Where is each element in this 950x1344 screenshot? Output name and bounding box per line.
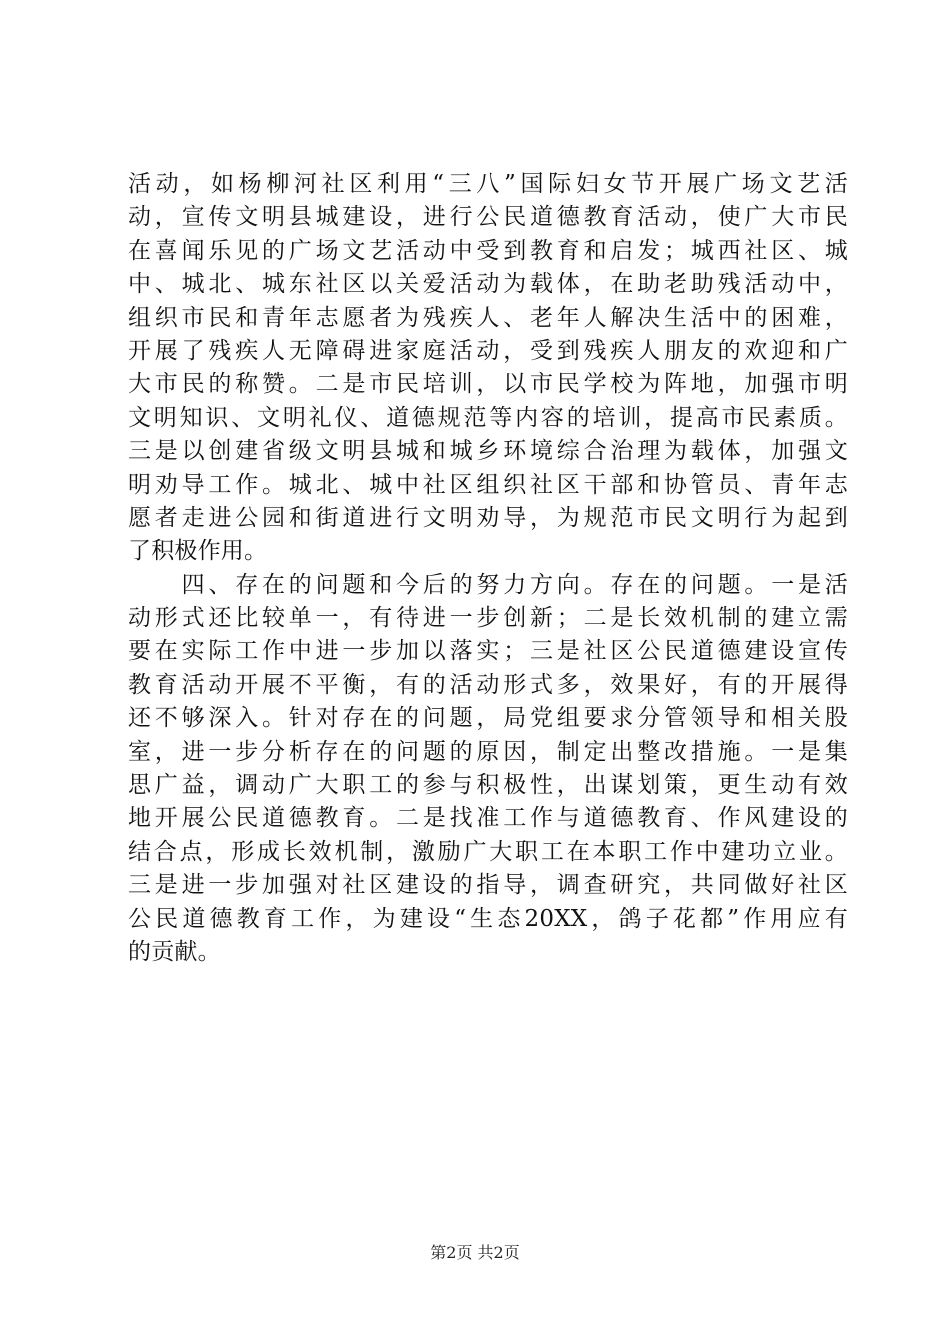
text-line: 大市民的称赞。二是市民培训，以市民学校为阵地，加强市明: [128, 371, 848, 398]
text-line: 思广益，调动广大职工的参与积极性，出谋划策，更生动有效: [128, 772, 848, 799]
text-line: 教育活动开展不平衡，有的活动形式多，效果好，有的开展得: [128, 671, 848, 698]
text-line: 要在实际工作中进一步加以落实；三是社区公民道德建设宣传: [128, 638, 848, 665]
text-line: 结合点，形成长效机制，激励广大职工在本职工作中建功立业。: [128, 838, 848, 865]
text-line: 动形式还比较单一，有待进一步创新；二是长效机制的建立需: [128, 605, 848, 632]
text-line: 地开展公民道德教育。二是找准工作与道德教育、作风建设的: [128, 805, 848, 832]
page-number-label: 第2页 共2页: [430, 1243, 520, 1262]
body-text: [128, 168, 848, 969]
text-line: 活动，如杨柳河社区利用“三八”国际妇女节开展广场文艺活: [128, 171, 848, 197]
text-line: 室，进一步分析存在的问题的原因，制定出整改措施。一是集: [128, 738, 848, 765]
paragraph-end-line: 的贡献。: [128, 938, 221, 965]
text-line: 明劝导工作。城北、城中社区组织社区干部和协管员、青年志: [128, 471, 848, 498]
text-line: 愿者走进公园和街道进行文明劝导，为规范市民文明行为起到: [128, 504, 848, 531]
text-line: 三是进一步加强对社区建设的指导，调查研究，共同做好社区: [128, 872, 848, 899]
paragraph-end-line: 了积极作用。: [128, 538, 268, 565]
text-line: 公民道德教育工作，为建设“生态20XX，鸽子花都”作用应有: [128, 905, 848, 932]
text-line: 中、城北、城东社区以关爱活动为载体，在助老助残活动中，: [128, 271, 848, 298]
text-line: 在喜闻乐见的广场文艺活动中受到教育和启发；城西社区、城: [128, 237, 848, 264]
text-line: 开展了残疾人无障碍进家庭活动，受到残疾人朋友的欢迎和广: [128, 337, 848, 364]
text-line: 组织市民和青年志愿者为残疾人、老年人解决生活中的困难，: [128, 304, 848, 331]
text-line: 四、存在的问题和今后的努力方向。存在的问题。一是活: [128, 571, 848, 598]
text-line: 文明知识、文明礼仪、道德规范等内容的培训，提高市民素质。: [128, 404, 848, 431]
text-line: 还不够深入。针对存在的问题，局党组要求分管领导和相关股: [128, 705, 848, 732]
text-line: 三是以创建省级文明县城和城乡环境综合治理为载体，加强文: [128, 438, 848, 465]
page-footer: [0, 1243, 950, 1263]
text-line: 动，宣传文明县城建设，进行公民道德教育活动，使广大市民: [128, 204, 848, 231]
